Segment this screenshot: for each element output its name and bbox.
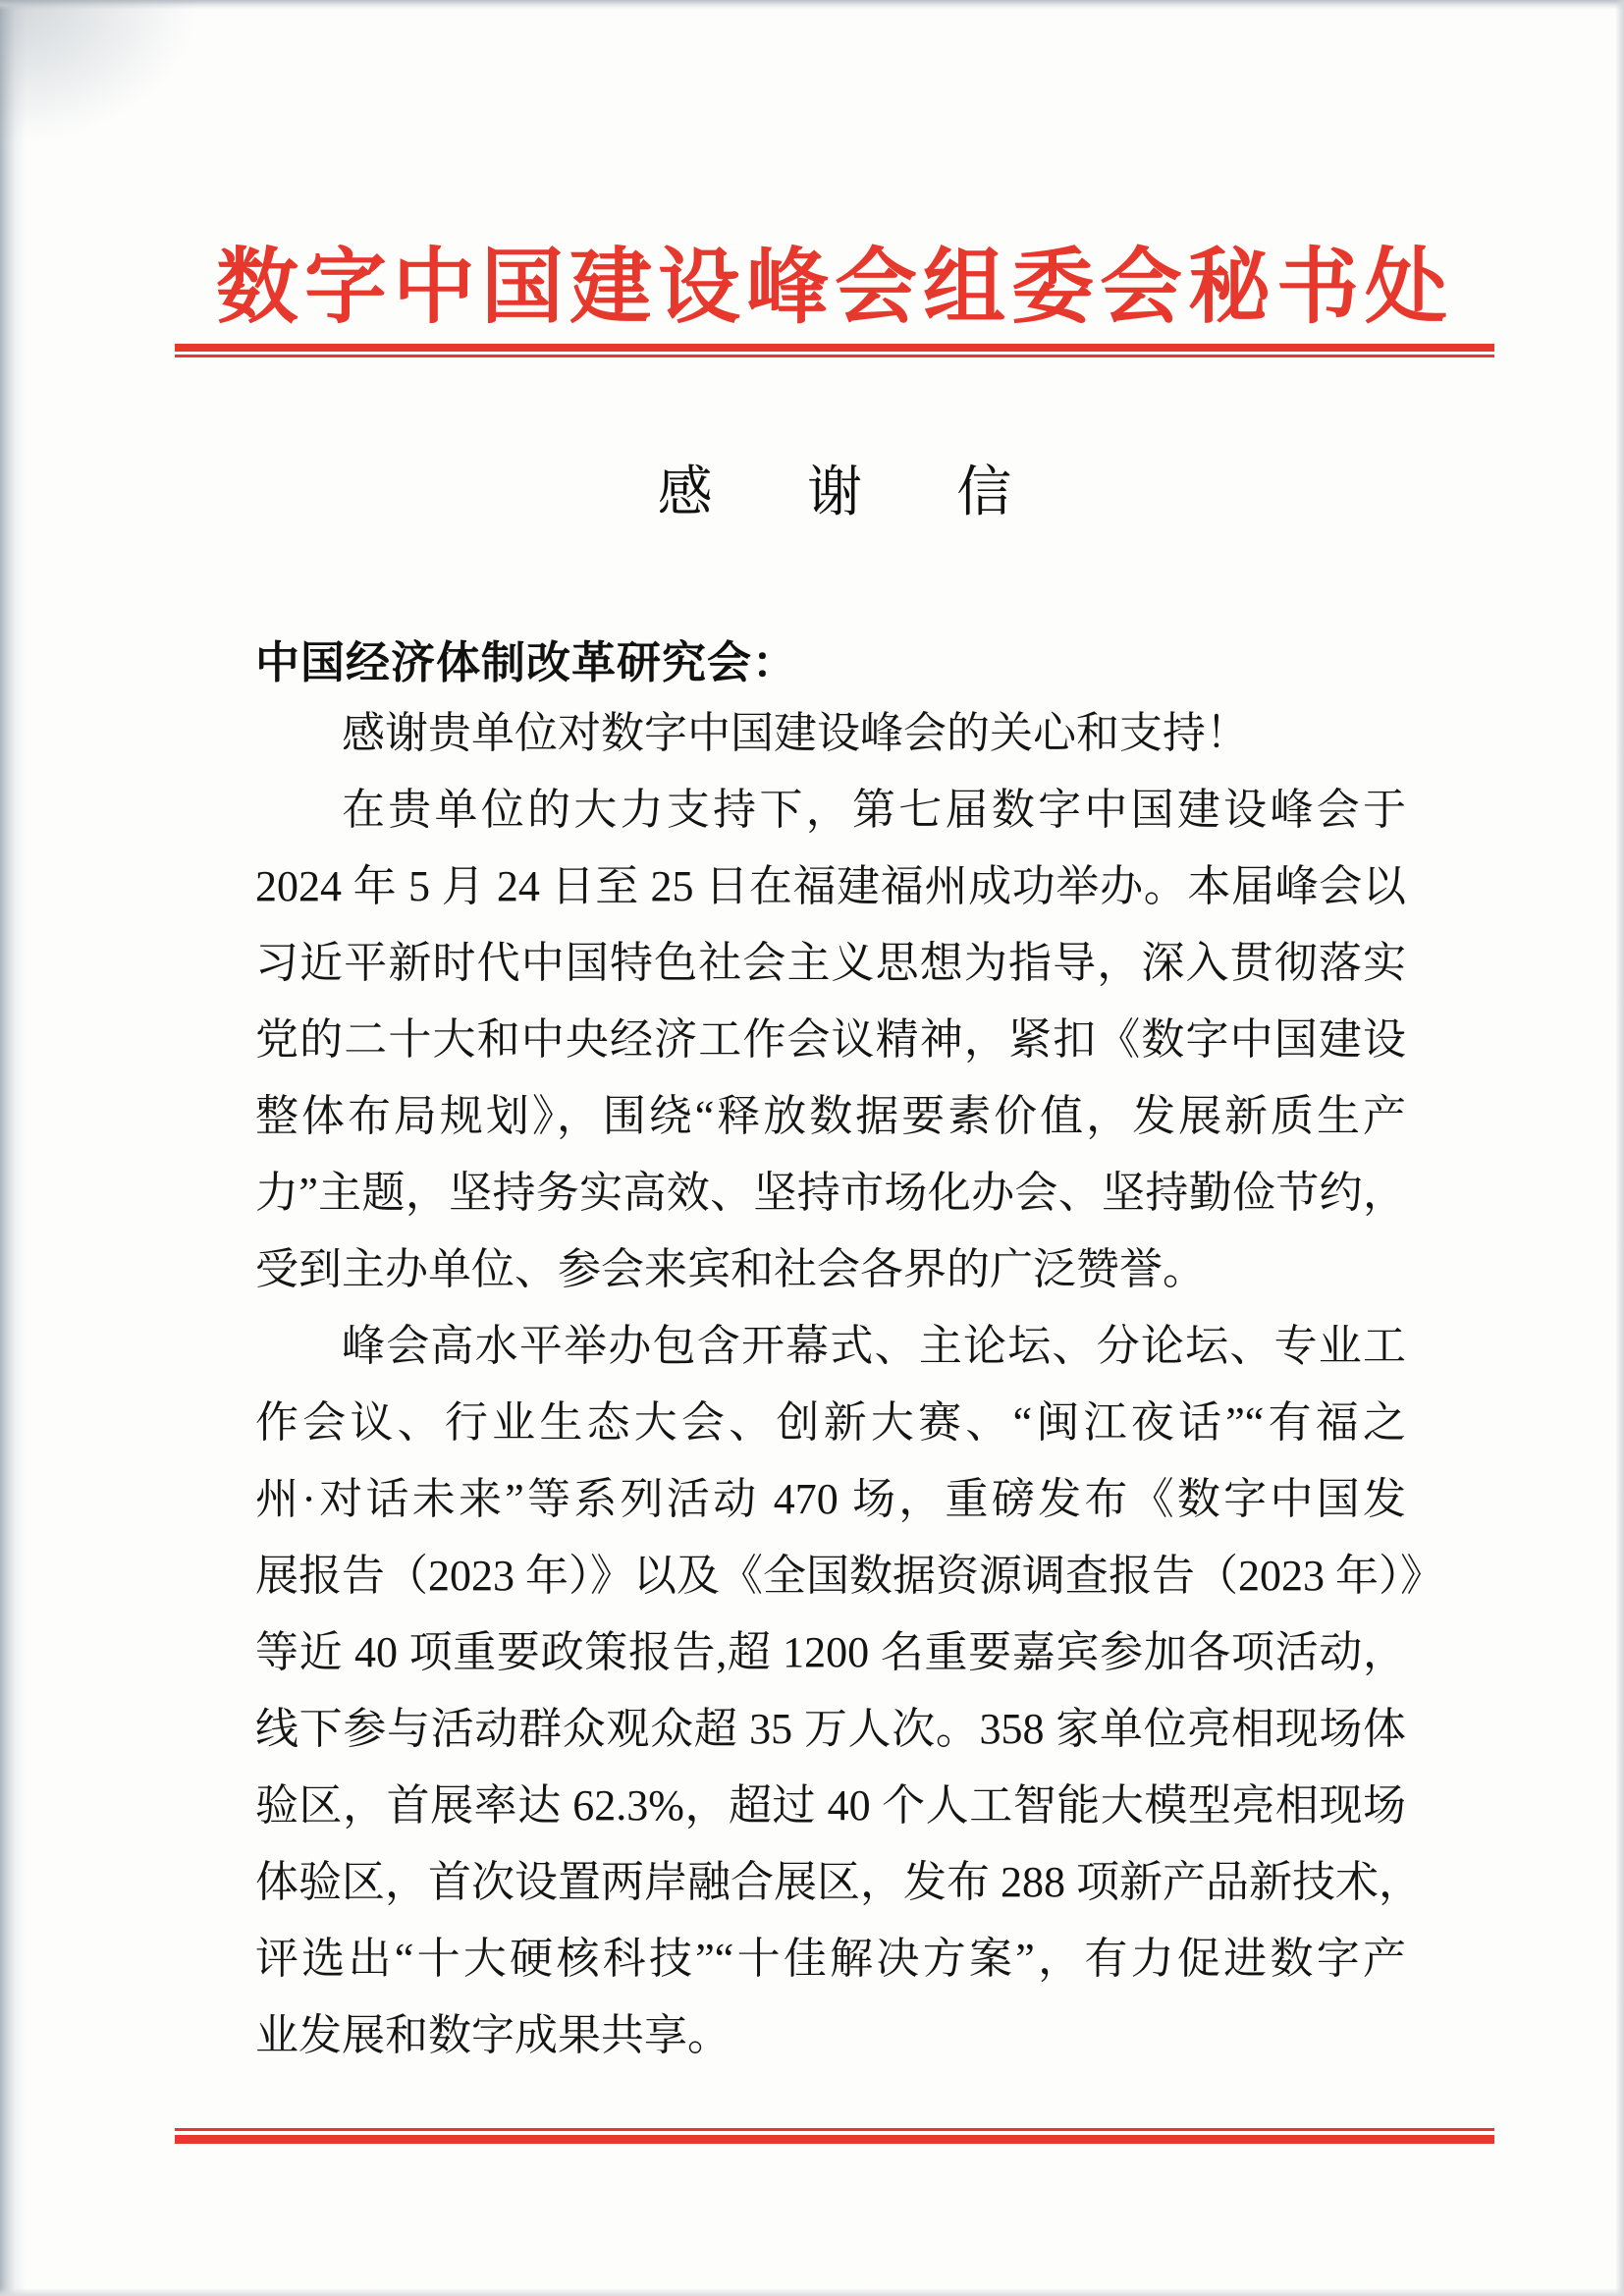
footer-rule-thick bbox=[175, 2135, 1494, 2144]
body-line: 整体布局规划》，围绕“释放数据要素价值，发展新质生产 bbox=[255, 1092, 1406, 1140]
body-line: 评选出“十大硬核科技”“十佳解决方案”，有力促进数字产 bbox=[255, 1935, 1406, 1983]
letterhead-rule-thin bbox=[175, 355, 1494, 357]
letterhead-rule-thick bbox=[175, 344, 1494, 352]
body-line: 感谢贵单位对数字中国建设峰会的关心和支持！ bbox=[342, 709, 1249, 757]
body-line: 在贵单位的大力支持下，第七届数字中国建设峰会于 bbox=[342, 786, 1406, 834]
letter-body bbox=[255, 695, 1443, 2074]
letter-title: 感谢信 bbox=[657, 463, 1107, 523]
scan-edge-right bbox=[1615, 0, 1624, 2296]
body-line: 习近平新时代中国特色社会主义思想为指导，深入贯彻落实 bbox=[255, 939, 1406, 987]
scan-corner-shadow bbox=[0, 0, 216, 157]
body-line: 州·对话未来”等系列活动 470 场，重磅发布《数字中国发 bbox=[255, 1475, 1406, 1523]
letterhead-org-title: 数字中国建设峰会组委会秘书处 bbox=[215, 243, 1453, 334]
body-line: 党的二十大和中央经济工作会议精神，紧扣《数字中国建设 bbox=[255, 1015, 1406, 1064]
scan-edge-bottom bbox=[0, 2288, 1624, 2296]
body-line: 力”主题，坚持务实高效、坚持市场化办会、坚持勤俭节约， bbox=[255, 1169, 1406, 1217]
body-line: 线下参与活动群众观众超 35 万人次。358 家单位亮相现场体 bbox=[255, 1705, 1406, 1753]
body-line: 验区，首展率达 62.3%，超过 40 个人工智能大模型亮相现场 bbox=[255, 1781, 1406, 1830]
body-line: 作会议、行业生态大会、创新大赛、“闽江夜话”“有福之 bbox=[255, 1398, 1406, 1447]
body-line: 体验区，首次设置两岸融合展区，发布 288 项新产品新技术， bbox=[255, 1858, 1422, 1906]
body-line: 2024 年 5 月 24 日至 25 日在福建福州成功举办。本届峰会以 bbox=[255, 862, 1406, 910]
body-line: 展报告（2023 年）》以及《全国数据资源调查报告（2023 年）》 bbox=[255, 1552, 1443, 1600]
body-line: 业发展和数字成果共享。 bbox=[255, 2011, 731, 2059]
body-line: 峰会高水平举办包含开幕式、主论坛、分论坛、专业工 bbox=[342, 1322, 1406, 1370]
body-line: 受到主办单位、参会来宾和社会各界的广泛赞誉。 bbox=[255, 1245, 1206, 1293]
scan-edge-top bbox=[0, 0, 1624, 10]
scan-edge-left bbox=[0, 0, 26, 2296]
salutation: 中国经济体制改革研究会： bbox=[255, 637, 798, 687]
footer-rule-thin bbox=[175, 2128, 1494, 2131]
body-line: 等近 40 项重要政策报告,超 1200 名重要嘉宾参加各项活动， bbox=[255, 1628, 1406, 1676]
